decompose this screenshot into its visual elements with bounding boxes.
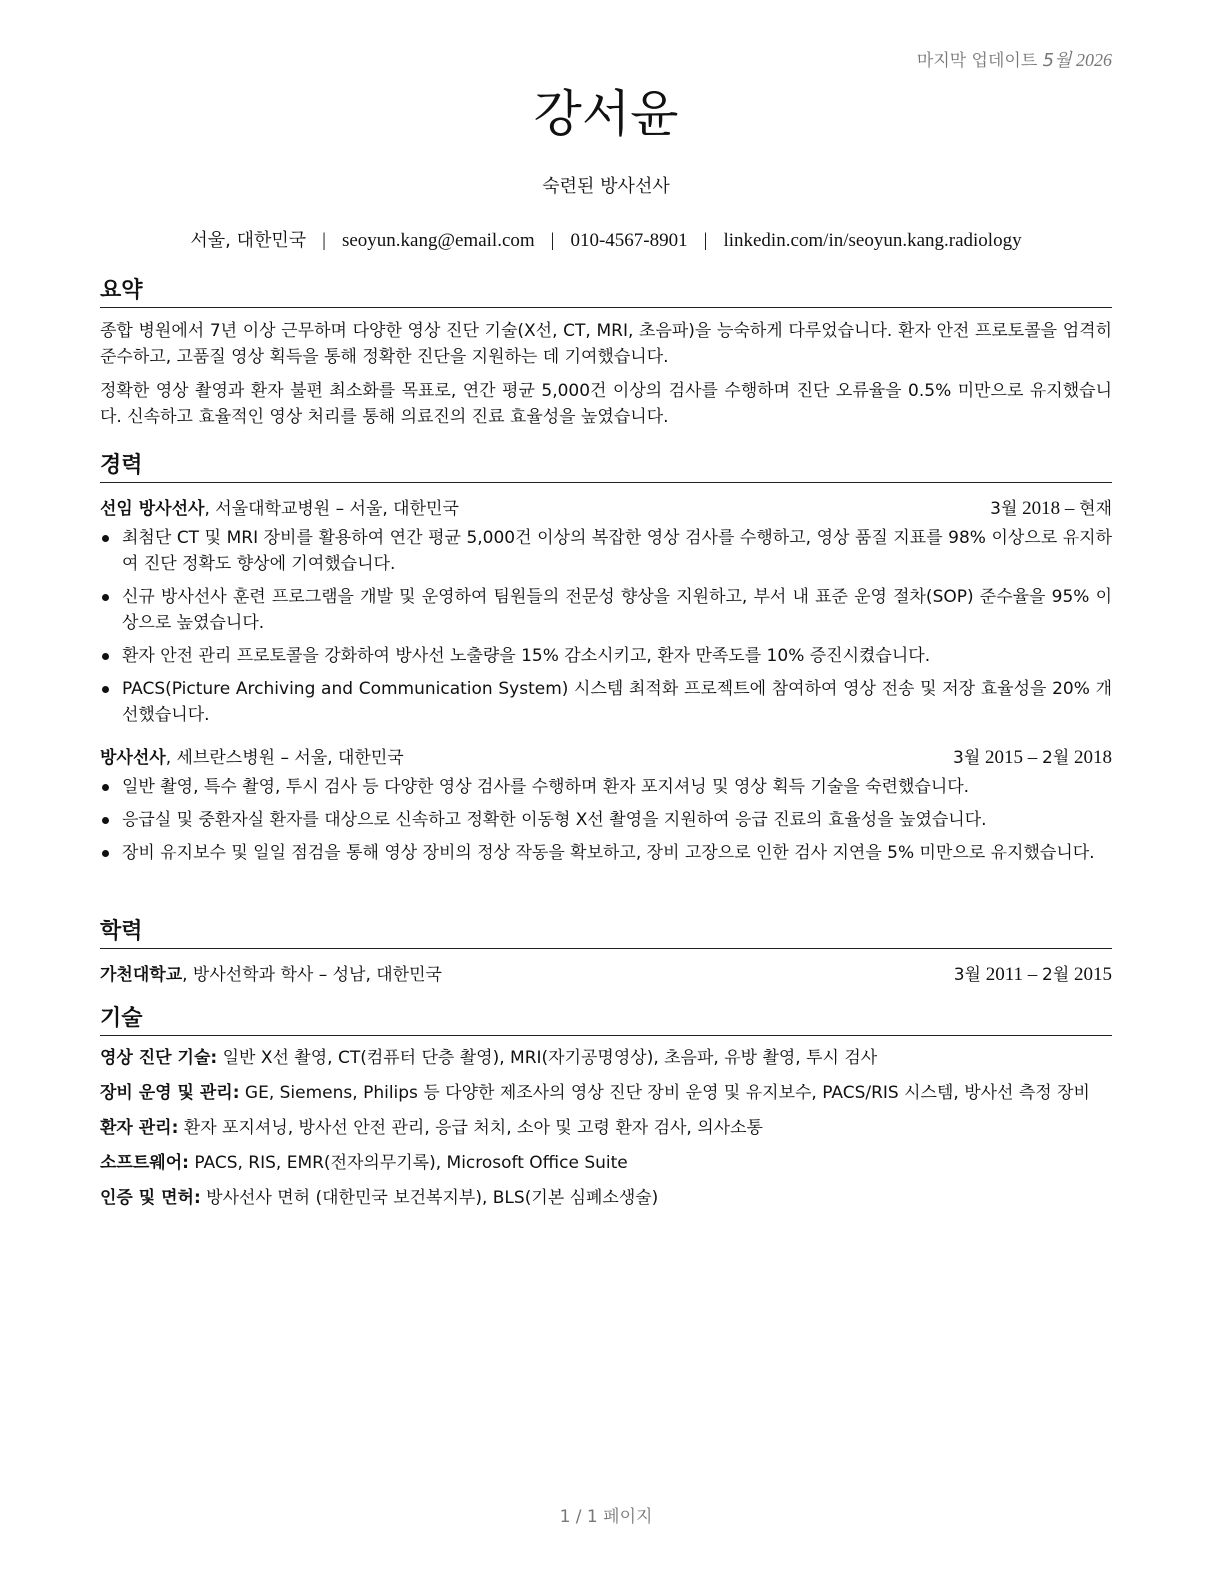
experience-heading: 경력 bbox=[100, 451, 1112, 483]
skill-row bbox=[100, 1115, 1112, 1141]
summary-heading: 요약 bbox=[100, 276, 1112, 308]
contact-line bbox=[60, 226, 1152, 252]
bullet-text: 최첨단 CT 및 MRI 장비를 활용하여 연간 평균 5,000건 이상의 복잡한 영상 검사를 수행하고, 영상 품질 지표를 98% 이상으로 유지하여 진단 정확도 향상에 기여했습니다. bbox=[122, 528, 1112, 574]
skill-row bbox=[100, 1150, 1112, 1176]
bullet-dot-icon bbox=[102, 850, 109, 857]
bullet-dot-icon bbox=[102, 784, 109, 791]
date-end-month: 2월 bbox=[1042, 748, 1070, 768]
contact-separator: | bbox=[703, 230, 708, 251]
education-section bbox=[100, 917, 1112, 989]
skill-value: PACS, RIS, EMR(전자의무기록), Microsoft Office Suite bbox=[188, 1153, 628, 1173]
job-header bbox=[100, 495, 1112, 523]
bullet-item bbox=[100, 525, 1112, 577]
date-end-month: 2월 bbox=[1042, 965, 1070, 985]
skill-row bbox=[100, 1080, 1112, 1106]
education-dates bbox=[954, 961, 1112, 989]
bullet-dot-icon bbox=[102, 594, 109, 601]
bullet-item bbox=[100, 584, 1112, 636]
contact-location: 서울, 대한민국 bbox=[190, 230, 307, 251]
contact-separator: | bbox=[322, 230, 326, 251]
job-bullets bbox=[100, 525, 1112, 728]
date-end-year: 2018 bbox=[1074, 747, 1112, 768]
skill-row bbox=[100, 1185, 1112, 1211]
date-start-year: 2011 bbox=[985, 964, 1023, 985]
education-detail: , 방사선학과 학사 – 성남, 대한민국 bbox=[182, 965, 442, 985]
last-updated bbox=[917, 46, 1112, 72]
bullet-item bbox=[100, 676, 1112, 728]
job-bullets bbox=[100, 774, 1112, 866]
school-name: 가천대학교 bbox=[100, 965, 183, 985]
summary-section bbox=[100, 276, 1112, 430]
skill-row bbox=[100, 1045, 1112, 1071]
bullet-item bbox=[100, 774, 1112, 800]
experience-section bbox=[100, 451, 1112, 873]
last-updated-date bbox=[1043, 50, 1112, 70]
date-end: 현재 bbox=[1079, 499, 1112, 519]
bullet-text: 신규 방사선사 훈련 프로그램을 개발 및 운영하여 팀원들의 전문성 향상을 지원하고, 부서 내 표준 운영 절차(SOP) 준수율을 95% 이상으로 높였습니다. bbox=[122, 587, 1112, 633]
date-start-year: 2015 bbox=[985, 747, 1023, 768]
skill-value: 방사선사 면허 (대한민국 보건복지부), BLS(기본 심폐소생술) bbox=[200, 1188, 659, 1208]
date-start-month: 3월 bbox=[990, 499, 1018, 519]
bullet-item bbox=[100, 807, 1112, 833]
bullet-dot-icon bbox=[102, 653, 109, 660]
date-dash: – bbox=[1027, 964, 1038, 985]
last-updated-month: 5월 bbox=[1042, 50, 1072, 71]
date-dash: – bbox=[1064, 498, 1075, 519]
job-title: 방사선사 bbox=[100, 748, 166, 768]
contact-linkedin[interactable]: linkedin.com/in/seoyun.kang.radiology bbox=[723, 230, 1022, 251]
job-org: , 서울대학교병원 – 서울, 대한민국 bbox=[204, 499, 459, 519]
job-org: , 세브란스병원 – 서울, 대한민국 bbox=[165, 748, 404, 768]
education-header bbox=[100, 961, 1112, 989]
bullet-text: 장비 유지보수 및 일일 점검을 통해 영상 장비의 정상 작동을 확보하고, 장비 고장으로 인한 검사 지연을 5% 미만으로 유지했습니다. bbox=[122, 843, 1095, 863]
skills-section bbox=[100, 1004, 1112, 1211]
bullet-item bbox=[100, 840, 1112, 866]
skill-label: 소프트웨어: bbox=[100, 1153, 189, 1173]
bullet-dot-icon bbox=[102, 535, 109, 542]
job-title: 선임 방사선사 bbox=[100, 499, 205, 519]
job-dates bbox=[953, 744, 1112, 772]
bullet-text: 일반 촬영, 특수 촬영, 투시 검사 등 다양한 영상 검사를 수행하며 환자 포지셔닝 및 영상 획득 기술을 숙련했습니다. bbox=[122, 777, 970, 797]
bullet-item bbox=[100, 643, 1112, 669]
skill-label: 영상 진단 기술: bbox=[100, 1048, 218, 1068]
job-dates bbox=[990, 495, 1112, 523]
job-subtitle: 숙련된 방사선사 bbox=[542, 176, 670, 197]
date-start-year: 2018 bbox=[1022, 498, 1061, 519]
skill-label: 장비 운영 및 관리: bbox=[100, 1083, 240, 1103]
skills-heading: 기술 bbox=[100, 1004, 1112, 1036]
skill-value: 환자 포지셔닝, 방사선 안전 관리, 응급 처치, 소아 및 고령 환자 검사, 의사소통 bbox=[178, 1118, 763, 1138]
bullet-dot-icon bbox=[102, 686, 109, 693]
date-dash: – bbox=[1027, 747, 1038, 768]
last-updated-label: 마지막 업데이트 bbox=[916, 51, 1038, 71]
skill-label: 환자 관리: bbox=[100, 1118, 179, 1138]
job-header bbox=[100, 744, 1112, 772]
person-name: 강서윤 bbox=[533, 85, 679, 143]
summary-paragraph: 종합 병원에서 7년 이상 근무하며 다양한 영상 진단 기술(X선, CT, MRI, 초음파)을 능숙하게 다루었습니다. 환자 안전 프로토콜을 엄격히 준수하고, 고품질 영상 획득을 통해 정확한 진단을 지원하는 데 기여했습니다. bbox=[100, 321, 1112, 367]
education-heading: 학력 bbox=[100, 917, 1112, 949]
skill-value: 일반 X선 촬영, CT(컴퓨터 단층 촬영), MRI(자기공명영상), 초음파, 유방 촬영, 투시 검사 bbox=[217, 1048, 878, 1068]
date-end-year: 2015 bbox=[1074, 964, 1112, 985]
date-start-month: 3월 bbox=[953, 748, 981, 768]
contact-separator: | bbox=[550, 230, 555, 251]
skill-value: GE, Siemens, Philips 등 다양한 제조사의 영상 진단 장비 운영 및 유지보수, PACS/RIS 시스템, 방사선 측정 장비 bbox=[239, 1083, 1090, 1103]
date-start-month: 3월 bbox=[953, 965, 981, 985]
bullet-dot-icon bbox=[102, 817, 109, 824]
bullet-text: PACS(Picture Archiving and Communication System) 시스템 최적화 프로젝트에 참여하여 영상 전송 및 저장 효율성을 20% 개선했습니다. bbox=[122, 679, 1112, 725]
contact-phone: 010-4567-8901 bbox=[570, 230, 688, 251]
bullet-text: 환자 안전 관리 프로토콜을 강화하여 방사선 노출량을 15% 감소시키고, 환자 만족도를 10% 증진시켰습니다. bbox=[122, 646, 931, 666]
resume-page bbox=[100, 0, 1112, 1584]
last-updated-year: 2026 bbox=[1076, 50, 1112, 70]
page-number: 1 / 1 페이지 bbox=[559, 1507, 653, 1527]
contact-email[interactable]: seoyun.kang@email.com bbox=[341, 230, 535, 251]
skill-label: 인증 및 면허: bbox=[100, 1188, 201, 1208]
bullet-text: 응급실 및 중환자실 환자를 대상으로 신속하고 정확한 이동형 X선 촬영을 지원하여 응급 진료의 효율성을 높였습니다. bbox=[122, 810, 987, 830]
summary-paragraph: 정확한 영상 촬영과 환자 불편 최소화를 목표로, 연간 평균 5,000건 이상의 검사를 수행하며 진단 오류율을 0.5% 미만으로 유지했습니다. 신속하고 효율적인 영상 처리를 통해 의료진의 진료 효율성을 높였습니다. bbox=[100, 381, 1112, 427]
